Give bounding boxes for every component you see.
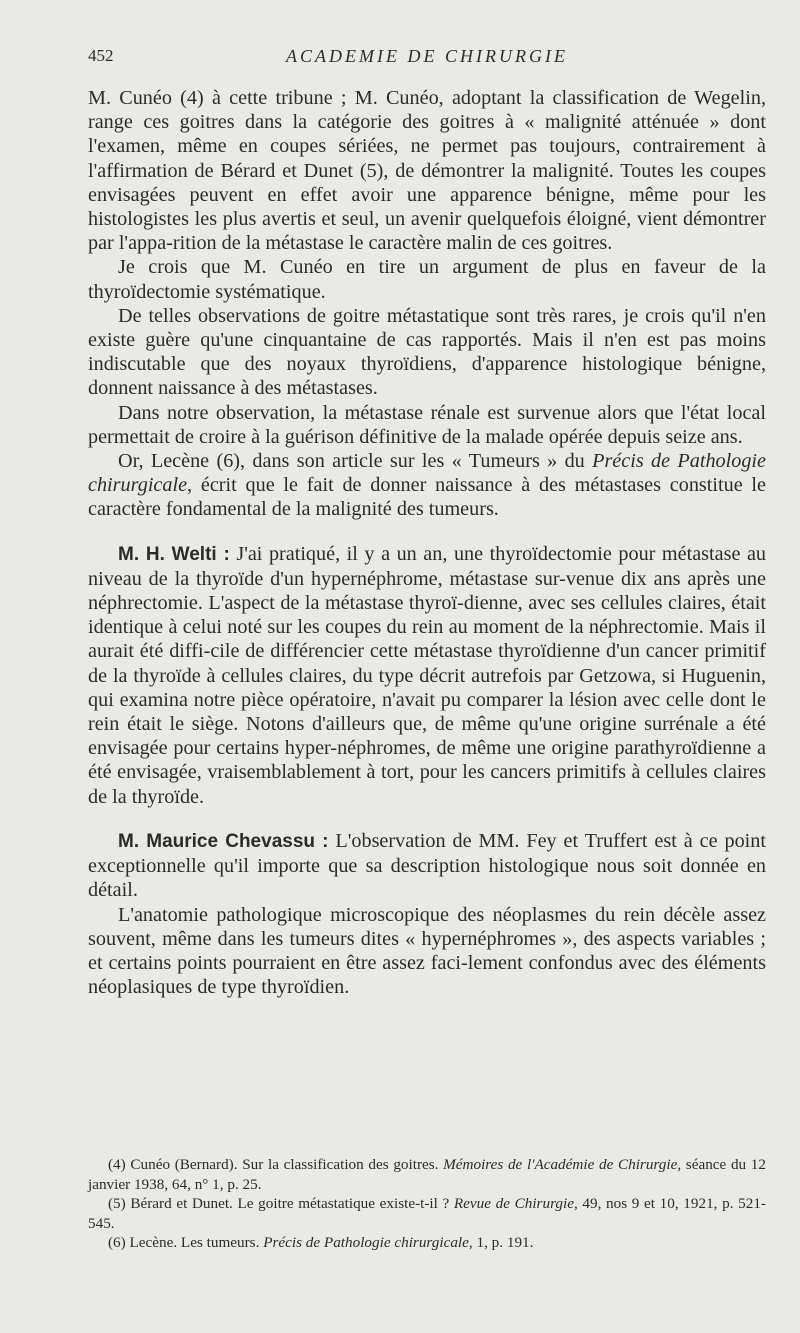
paragraph-chevassu <box>88 829 766 903</box>
spacer <box>88 809 766 829</box>
paragraph: Je crois que M. Cunéo en tire un argument de plus en faveur de la thyroïdectomie systématique. <box>88 256 766 303</box>
spacer <box>88 522 766 542</box>
paragraph: M. Cunéo (4) à cette tribune ; M. Cunéo, adoptant la classification de Wegelin, range ces goitres dans la catégorie des goitres à « malignité atténuée » dont l'examen, même en coupes sériées, ne permet pas toujours, contrairement à l'affirmation de Bérard et Dunet (5), de démontrer la malignité. Toutes les coupes envisagées peuvent en effet avoir une apparence bénigne, même pour les histologistes les plus avertis et seul, un avenir quelquefois éloigné, vient démontrer par l'appa-rition de la métastase le caractère malin de ces goitres. <box>88 87 766 255</box>
speaker-name: M. Maurice Chevassu : <box>118 830 329 852</box>
text-run: Or, Lecène (6), dans son article sur les « Tumeurs » du <box>118 450 593 473</box>
main-text <box>88 86 766 999</box>
running-title: ACADEMIE DE CHIRURGIE <box>286 46 568 66</box>
italic-title: Mémoires de l'Académie de Chirurgie <box>443 1156 678 1173</box>
text-run: , séance du 12 janvier 1938, 64, n° 1, p. 25. <box>88 1156 766 1193</box>
page-header <box>88 46 766 70</box>
footnotes <box>88 1155 766 1253</box>
text-run: (6) Lecène. Les tumeurs. <box>108 1234 264 1251</box>
text-run: , écrit que le fait de donner naissance à des métastases constitue le caractère fondamental de la malignité des tumeurs. <box>88 474 766 521</box>
italic-title: Précis de Pathologie chirurgicale <box>88 450 767 497</box>
footnote <box>88 1233 766 1253</box>
italic-title: Précis de Pathologie chirurgicale <box>263 1234 469 1251</box>
paragraph-welti <box>88 542 766 809</box>
text-run: L'observation de MM. Fey et Truffert est à ce point exceptionnelle qu'il importe que sa description histologique nous soit donnée en détail. <box>88 829 766 902</box>
paragraph: Dans notre observation, la métastase rénale est survenue alors que l'état local permettait de croire à la guérison définitive de la malade opérée depuis seize ans. <box>88 401 766 448</box>
page-number: 452 <box>88 46 114 65</box>
paragraph <box>88 449 766 522</box>
paragraph: L'anatomie pathologique microscopique des néoplasmes du rein décèle assez souvent, même dans les tumeurs dites « hypernéphromes », des aspects variables ; et certains points pourraient en être assez faci-lement confondus avec des éléments néoplasiques de type thyroïdien. <box>88 903 766 999</box>
text-run: J'ai pratiqué, il y a un an, une thyroïdectomie pour métastase au niveau de la thyroïde d'un hypernéphrome, métastase sur-venue dix ans après une néphrectomie. L'aspect de la métastase thyroï-dienne, avec ses cellules claires, était identique à celui noté sur les coupes du rein au moment de la néphrectomie. Mais il aurait été diffi-cile de différencier cette métastase thyroïdienne d'un cancer primitif de la thyroïde à cellules claires, du type décrit autrefois par Getzowa, si Huguenin, qui examina notre pièce opératoire, n'avait pu comparer la lésion avec celle dont le rein était le siège. Notons d'ailleurs que, de même qu'une origine surrénale a été envisagée pour certains hyper-néphromes, de même une origine parathyroïdienne a été envisagée, vraisemblablement à tort, pour les cancers primitifs à cellules claires de la thyroïde. <box>88 542 766 808</box>
footnote <box>88 1194 766 1233</box>
footnote <box>88 1155 766 1194</box>
text-run: (4) Cunéo (Bernard). Sur la classification des goitres. <box>108 1156 444 1173</box>
text-run: (5) Bérard et Dunet. Le goitre métastatique existe-t-il ? <box>108 1195 454 1212</box>
italic-title: Revue de Chirurgie <box>453 1195 574 1212</box>
paragraph: De telles observations de goitre métastatique sont très rares, je crois qu'il n'en existe guère qu'une cinquantaine de cas rapportés. Mais il n'en est pas moins indiscutable que des noyaux thyroïdiens, d'apparence histologique bénigne, donnent naissance à des métastases. <box>88 304 766 400</box>
speaker-name: M. H. Welti : <box>118 543 230 565</box>
text-run: , 1, p. 191. <box>468 1234 534 1251</box>
text-run: , 49, nos 9 et 10, 1921, p. 521-545. <box>88 1195 766 1232</box>
